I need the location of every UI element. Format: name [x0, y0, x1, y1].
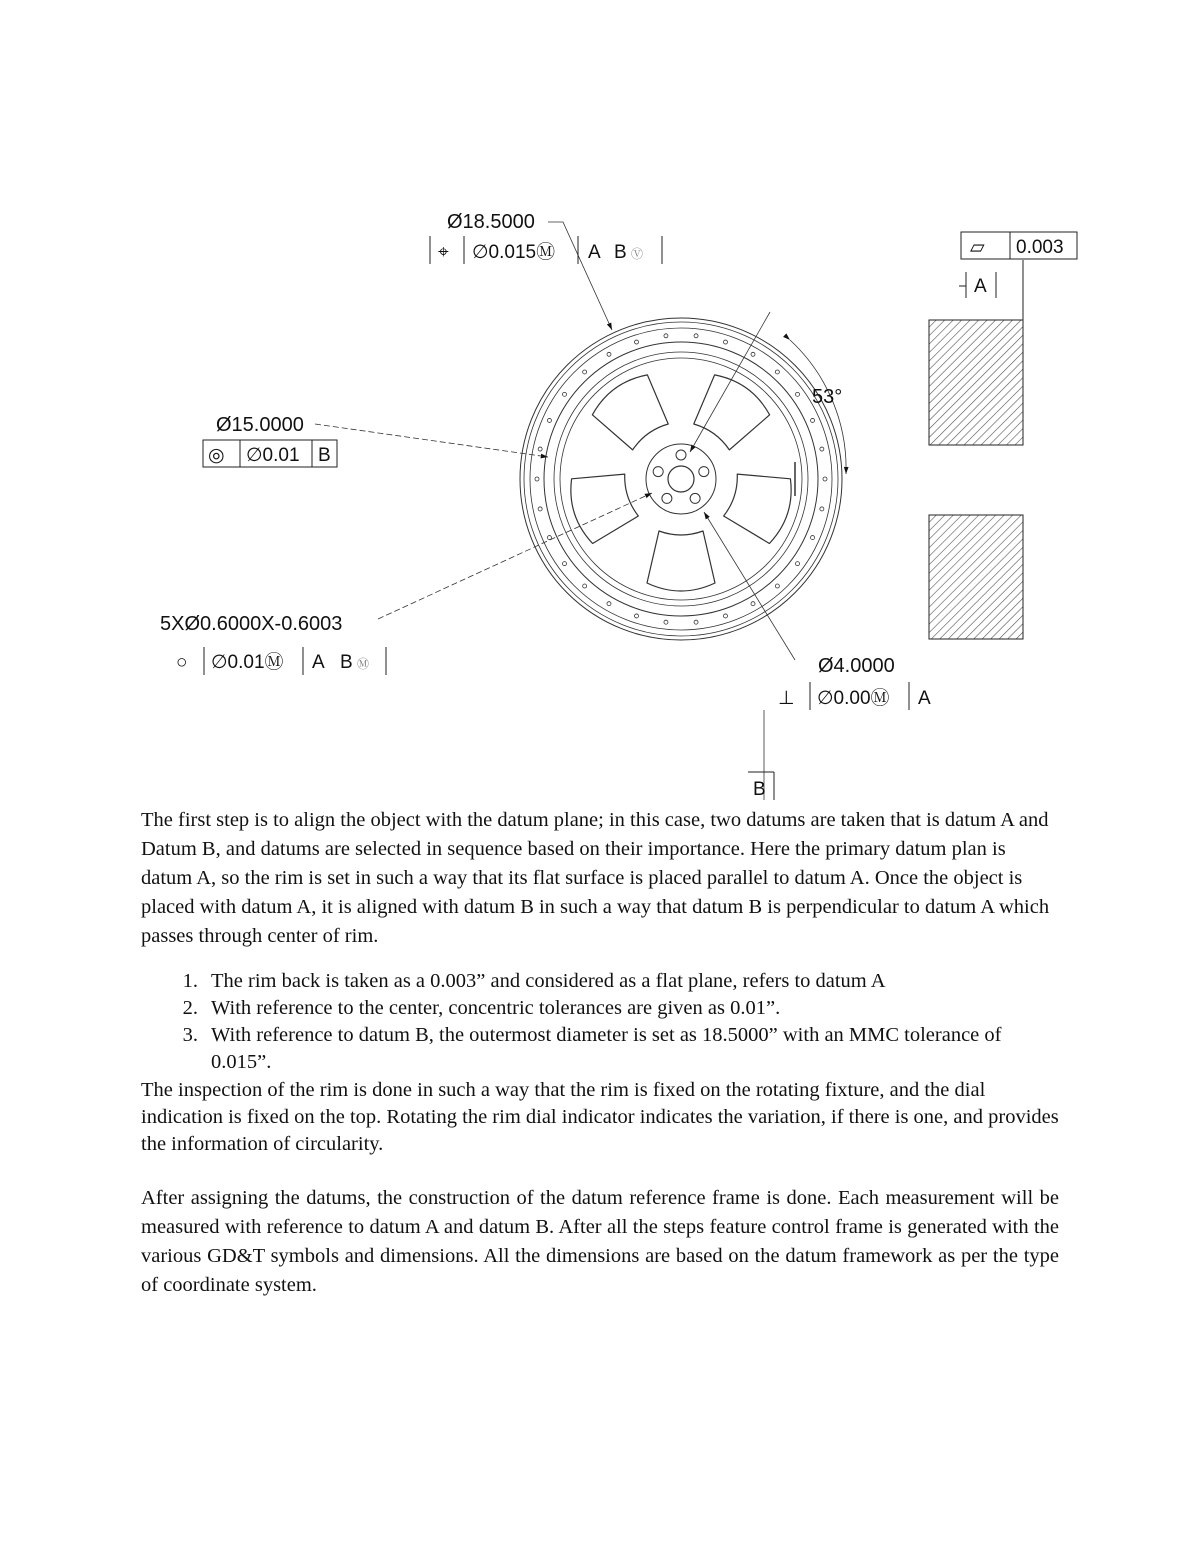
bolt-hole [690, 493, 700, 503]
rim-hole [607, 602, 611, 606]
outer-datum-a: A [588, 242, 601, 263]
outer-tolerance: ∅0.015Ⓜ [472, 242, 556, 263]
concentricity-symbol: ◎ [208, 445, 225, 466]
hub-diameter-label: Ø4.0000 [818, 655, 895, 677]
paragraph-inspection [141, 1077, 1059, 1158]
perpendicularity-symbol: ⊥ [778, 688, 795, 709]
inner-diameter-label: Ø15.0000 [216, 414, 304, 436]
rim-hole [547, 418, 551, 422]
rim-hole [547, 536, 551, 540]
inner-tolerance: ∅0.01 [246, 445, 300, 466]
rim-hole [607, 352, 611, 356]
rim-hole [538, 447, 542, 451]
list-item-number: 2. [182, 997, 198, 1019]
holes-modifier: Ⓜ [357, 657, 370, 671]
outer-datum-b: B [614, 242, 627, 263]
inner-datum: B [318, 445, 331, 466]
list-item [141, 995, 1059, 1022]
numbered-list [141, 968, 1059, 1076]
flatness-tolerance: 0.003 [1016, 237, 1064, 258]
rim-hole [751, 602, 755, 606]
rim-hole [795, 562, 799, 566]
spoke-cutout [564, 463, 642, 546]
rim-hole [751, 352, 755, 356]
rim-hole [775, 584, 779, 588]
rim-hole [664, 334, 668, 338]
rim-hole [563, 392, 567, 396]
rim-hole [820, 507, 824, 511]
bolt-hole [662, 493, 672, 503]
rim-hole [775, 370, 779, 374]
outer-diameter-callout [430, 211, 662, 264]
circularity-symbol: ○ [176, 652, 188, 673]
outer-diameter-label: Ø18.5000 [447, 211, 535, 233]
flatness-symbol: ▱ [970, 237, 985, 258]
hub-diameter-callout [778, 655, 931, 710]
spoke-cutout [684, 368, 774, 457]
rim-hole [820, 447, 824, 451]
hub-tolerance: ∅0.00Ⓜ [817, 688, 890, 709]
paragraph-inspection-text: The inspection of the rim is done in such a way that the rim is fixed on the rotating fixture, and the dial indication is fixed on the top. Rotating the rim dial indicator indicates the variation, if there is one, and provides the information of circularity. [141, 1079, 1059, 1155]
rim-hole [538, 507, 542, 511]
datum-a-label: A [974, 276, 987, 297]
rim-hole [563, 562, 567, 566]
rim-hole [823, 477, 827, 481]
hub-datum: A [918, 688, 931, 709]
holes-tolerance: ∅0.01Ⓜ [211, 652, 284, 673]
spoke-cutout [720, 463, 798, 546]
inner-diameter-callout [203, 414, 337, 467]
rim-hole [694, 620, 698, 624]
angle-label: 53° [812, 386, 843, 408]
rim-hole [723, 340, 727, 344]
rim-hole [723, 614, 727, 618]
rim-hole [583, 370, 587, 374]
paragraph-intro-text: The first step is to align the object with the datum plane; in this case, two datums are taken that is datum A and Datum B, and datums are selected in sequence based on their importance. Here the primary datum plan is datum A, so the rim is set in such a way that its flat surface is placed parallel to datum A. Once the object is placed with datum A, it is aligned with datum B in such a way that datum B is perpendicular to datum A which passes through center of rim. [141, 809, 1050, 947]
list-item-number: 3. [182, 1024, 198, 1046]
spoke-cutout [647, 531, 715, 591]
rim-hole [635, 614, 639, 618]
rim-hole [583, 584, 587, 588]
holes-datum-b: B [340, 652, 353, 673]
rim-hole [795, 392, 799, 396]
paragraph-intro [141, 806, 1059, 951]
list-item [141, 968, 1059, 995]
list-item [141, 1022, 1059, 1076]
leader-lines [315, 222, 846, 800]
rim-hole [535, 477, 539, 481]
list-item-text: The rim back is taken as a 0.003” and considered as a flat plane, refers to datum A [211, 970, 886, 992]
list-item-text: With reference to datum B, the outermost diameter is set as 18.5000” with an MMC tolerance of 0.015”. [211, 1024, 1002, 1073]
paragraph-datum-frame [141, 1184, 1059, 1300]
holes-datum-a: A [312, 652, 325, 673]
list-item-number: 1. [182, 970, 198, 992]
rim-front-view [520, 318, 842, 640]
datum-b-label: B [753, 779, 766, 800]
list-item-text: With reference to the center, concentric tolerances are given as 0.01”. [211, 997, 781, 1019]
datum-b-marker [748, 772, 774, 800]
outer-modifier: Ⓥ [631, 247, 644, 261]
position-symbol: ⌖ [438, 242, 449, 263]
rim-hole [664, 620, 668, 624]
rim-section-view [929, 260, 1023, 639]
bolt-hole [653, 467, 663, 477]
rim-hole [811, 418, 815, 422]
spoke-cutout [588, 368, 678, 457]
paragraph-datum-frame-text: After assigning the datums, the construction of the datum reference frame is done. Each measurement will be measured with reference to datum A and datum B. After all the steps feature control frame is generated with the various GD&T symbols and dimensions. All the dimensions are based on the datum framework as per the type of coordinate system. [141, 1187, 1059, 1296]
datum-a-marker [959, 272, 996, 298]
rim-hole [635, 340, 639, 344]
rim-hole [811, 536, 815, 540]
flatness-callout [961, 232, 1077, 259]
bolt-hole [699, 467, 709, 477]
holes-label: 5XØ0.6000X-0.6003 [160, 613, 343, 635]
rim-hole [694, 334, 698, 338]
bolt-hole [676, 450, 686, 460]
holes-callout [160, 613, 386, 675]
